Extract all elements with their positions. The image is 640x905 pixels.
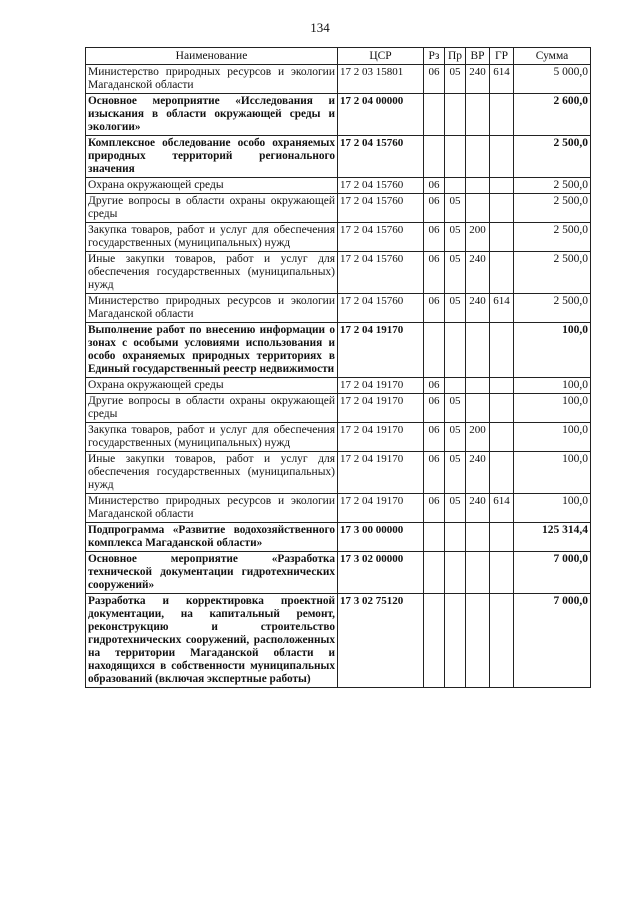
- cell-vr: [466, 323, 490, 378]
- cell-name: Разработка и корректировка проектной документации, на капитальный ремонт, реконструкцию и строительство гидротехнических сооружений, расположенных на территории Магаданской области и находящихся в собственности муниципальных образований (включая экспертные работы): [86, 594, 338, 688]
- cell-csr: 17 2 04 15760: [338, 194, 424, 223]
- cell-pr: [445, 552, 466, 594]
- cell-gr: [490, 552, 514, 594]
- cell-pr: [445, 136, 466, 178]
- cell-pr: [445, 323, 466, 378]
- cell-name: Иные закупки товаров, работ и услуг для обеспечения государственных (муниципальных) нужд: [86, 252, 338, 294]
- cell-csr: 17 3 02 00000: [338, 552, 424, 594]
- page-number: 134: [310, 20, 330, 35]
- cell-vr: 240: [466, 294, 490, 323]
- cell-sum: 125 314,4: [514, 523, 591, 552]
- cell-pr: 05: [445, 65, 466, 94]
- cell-sum: 7 000,0: [514, 594, 591, 688]
- cell-gr: [490, 252, 514, 294]
- cell-gr: [490, 378, 514, 394]
- cell-csr: 17 3 00 00000: [338, 523, 424, 552]
- cell-name: Основное мероприятие «Исследования и изыскания в области окружающей среды и экологии»: [86, 94, 338, 136]
- cell-sum: 100,0: [514, 394, 591, 423]
- cell-name: Охрана окружающей среды: [86, 378, 338, 394]
- cell-sum: 2 500,0: [514, 223, 591, 252]
- cell-vr: 240: [466, 65, 490, 94]
- cell-csr: 17 2 04 19170: [338, 452, 424, 494]
- cell-vr: [466, 94, 490, 136]
- cell-rz: 06: [424, 252, 445, 294]
- cell-sum: 100,0: [514, 423, 591, 452]
- cell-gr: [490, 194, 514, 223]
- cell-rz: 06: [424, 194, 445, 223]
- cell-gr: [490, 94, 514, 136]
- cell-gr: [490, 323, 514, 378]
- cell-rz: [424, 323, 445, 378]
- cell-rz: 06: [424, 223, 445, 252]
- table-row: [86, 94, 591, 136]
- table-row: [86, 323, 591, 378]
- cell-sum: 2 500,0: [514, 194, 591, 223]
- cell-vr: [466, 523, 490, 552]
- cell-gr: 614: [490, 494, 514, 523]
- cell-pr: 05: [445, 423, 466, 452]
- cell-pr: [445, 94, 466, 136]
- header-gr: ГР: [490, 48, 514, 65]
- cell-name: Комплексное обследование особо охраняемых природных территорий регионального значения: [86, 136, 338, 178]
- cell-csr: 17 3 02 75120: [338, 594, 424, 688]
- header-sum: Сумма: [514, 48, 591, 65]
- cell-pr: 05: [445, 252, 466, 294]
- cell-vr: 240: [466, 452, 490, 494]
- cell-csr: 17 2 04 15760: [338, 294, 424, 323]
- header-rz: Рз: [424, 48, 445, 65]
- cell-gr: [490, 594, 514, 688]
- cell-rz: 06: [424, 378, 445, 394]
- cell-rz: [424, 136, 445, 178]
- cell-rz: 06: [424, 494, 445, 523]
- cell-rz: 06: [424, 294, 445, 323]
- cell-vr: [466, 552, 490, 594]
- table-row: [86, 136, 591, 178]
- cell-csr: 17 2 04 15760: [338, 178, 424, 194]
- table-row: [86, 394, 591, 423]
- cell-vr: 240: [466, 252, 490, 294]
- cell-gr: [490, 223, 514, 252]
- cell-vr: [466, 178, 490, 194]
- budget-table: [85, 47, 591, 688]
- cell-name: Министерство природных ресурсов и экологии Магаданской области: [86, 494, 338, 523]
- table-body: [86, 65, 591, 688]
- cell-name: Министерство природных ресурсов и экологии Магаданской области: [86, 65, 338, 94]
- cell-gr: [490, 523, 514, 552]
- cell-vr: [466, 594, 490, 688]
- table-row: [86, 552, 591, 594]
- cell-name: Основное мероприятие «Разработка технической документации гидротехнических сооружений»: [86, 552, 338, 594]
- table-row: [86, 594, 591, 688]
- cell-csr: 17 2 04 19170: [338, 394, 424, 423]
- cell-pr: 05: [445, 394, 466, 423]
- table-row: [86, 294, 591, 323]
- cell-rz: 06: [424, 65, 445, 94]
- cell-gr: [490, 452, 514, 494]
- cell-rz: 06: [424, 452, 445, 494]
- table-row: [86, 452, 591, 494]
- table-row: [86, 378, 591, 394]
- header-vr: ВР: [466, 48, 490, 65]
- cell-sum: 100,0: [514, 378, 591, 394]
- cell-rz: [424, 523, 445, 552]
- cell-sum: 7 000,0: [514, 552, 591, 594]
- table-row: [86, 178, 591, 194]
- cell-name: Закупка товаров, работ и услуг для обеспечения государственных (муниципальных) нужд: [86, 423, 338, 452]
- cell-gr: [490, 178, 514, 194]
- cell-gr: [490, 136, 514, 178]
- table-row: [86, 523, 591, 552]
- cell-csr: 17 2 04 19170: [338, 423, 424, 452]
- table-row: [86, 65, 591, 94]
- cell-pr: 05: [445, 223, 466, 252]
- cell-vr: [466, 194, 490, 223]
- cell-vr: [466, 136, 490, 178]
- header-csr: ЦСР: [338, 48, 424, 65]
- cell-gr: 614: [490, 294, 514, 323]
- table-row: [86, 223, 591, 252]
- cell-rz: [424, 552, 445, 594]
- cell-sum: 2 600,0: [514, 94, 591, 136]
- cell-pr: 05: [445, 194, 466, 223]
- cell-csr: 17 2 04 19170: [338, 494, 424, 523]
- cell-rz: [424, 94, 445, 136]
- table-row: [86, 423, 591, 452]
- cell-rz: [424, 594, 445, 688]
- cell-name: Закупка товаров, работ и услуг для обеспечения государственных (муниципальных) нужд: [86, 223, 338, 252]
- cell-name: Другие вопросы в области охраны окружающей среды: [86, 394, 338, 423]
- cell-rz: 06: [424, 394, 445, 423]
- cell-vr: 200: [466, 223, 490, 252]
- cell-csr: 17 2 04 15760: [338, 136, 424, 178]
- cell-sum: 2 500,0: [514, 178, 591, 194]
- cell-csr: 17 2 04 15760: [338, 223, 424, 252]
- cell-pr: 05: [445, 494, 466, 523]
- cell-rz: 06: [424, 423, 445, 452]
- cell-name: Охрана окружающей среды: [86, 178, 338, 194]
- cell-pr: [445, 523, 466, 552]
- cell-name: Подпрограмма «Развитие водохозяйственного комплекса Магаданской области»: [86, 523, 338, 552]
- cell-sum: 5 000,0: [514, 65, 591, 94]
- header-pr: Пр: [445, 48, 466, 65]
- cell-vr: [466, 378, 490, 394]
- table-row: [86, 252, 591, 294]
- cell-vr: 240: [466, 494, 490, 523]
- cell-csr: 17 2 04 00000: [338, 94, 424, 136]
- cell-gr: [490, 394, 514, 423]
- cell-csr: 17 2 04 19170: [338, 378, 424, 394]
- cell-pr: [445, 178, 466, 194]
- cell-name: Министерство природных ресурсов и экологии Магаданской области: [86, 294, 338, 323]
- cell-sum: 2 500,0: [514, 294, 591, 323]
- cell-csr: 17 2 04 19170: [338, 323, 424, 378]
- cell-pr: 05: [445, 452, 466, 494]
- cell-sum: 2 500,0: [514, 252, 591, 294]
- cell-name: Выполнение работ по внесению информации о зонах с особыми условиями использования и особо охраняемых природных территориях в Единый государственный реестр недвижимости: [86, 323, 338, 378]
- cell-csr: 17 2 04 15760: [338, 252, 424, 294]
- cell-pr: [445, 594, 466, 688]
- cell-csr: 17 2 03 15801: [338, 65, 424, 94]
- cell-vr: [466, 394, 490, 423]
- cell-pr: [445, 378, 466, 394]
- cell-pr: 05: [445, 294, 466, 323]
- cell-name: Другие вопросы в области охраны окружающей среды: [86, 194, 338, 223]
- cell-name: Иные закупки товаров, работ и услуг для обеспечения государственных (муниципальных) нужд: [86, 452, 338, 494]
- cell-gr: 614: [490, 65, 514, 94]
- cell-rz: 06: [424, 178, 445, 194]
- cell-gr: [490, 423, 514, 452]
- cell-vr: 200: [466, 423, 490, 452]
- cell-sum: 100,0: [514, 323, 591, 378]
- table-header-row: [86, 48, 591, 65]
- cell-sum: 2 500,0: [514, 136, 591, 178]
- table-row: [86, 494, 591, 523]
- cell-sum: 100,0: [514, 494, 591, 523]
- cell-sum: 100,0: [514, 452, 591, 494]
- table-row: [86, 194, 591, 223]
- header-name: Наименование: [86, 48, 338, 65]
